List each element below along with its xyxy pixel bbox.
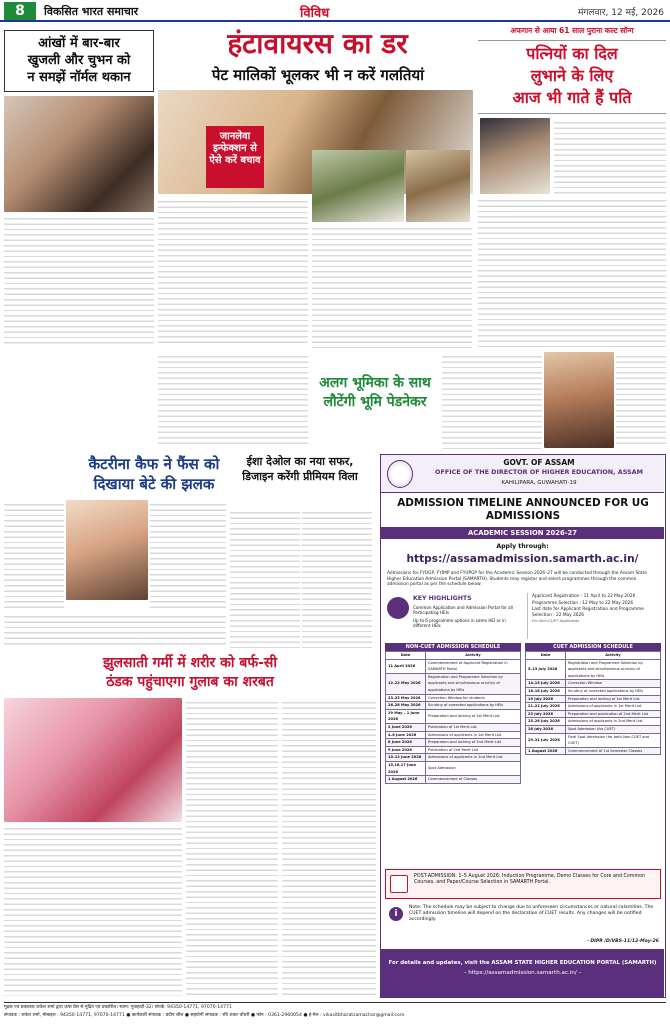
eyes-body: [4, 214, 154, 344]
cuet-activity-cell: Preparation and publication of 2nd Merit List: [566, 710, 661, 718]
noncuet-row: [386, 746, 521, 754]
cuet-row: [526, 718, 661, 726]
noncuet-row: [386, 723, 521, 731]
noncuet-date-cell: 23–25 May 2026: [386, 694, 426, 702]
noncuet-date-cell: 26–28 May 2026: [386, 702, 426, 710]
cuet-row: [526, 659, 661, 680]
ad-footer-line2[interactable]: – https://assamadmission.samarth.ac.in/ –: [463, 970, 582, 976]
bhumi-body-2: [616, 352, 666, 448]
noncuet-date-cell: 1 August 2026: [386, 776, 426, 784]
page-number: 8: [4, 2, 36, 20]
calendar-icon: [390, 875, 408, 893]
date-last: Last date for Applicant Registration and Programme Selection : 22 May 2026: [532, 607, 644, 618]
esha-body-1: [230, 508, 300, 648]
noncuet-row: [386, 776, 521, 784]
cuet-activity-cell: Spot Admission (for CUET): [566, 725, 661, 733]
cuet-activity-cell: Correction Window: [566, 680, 661, 688]
noncuet-col-date: Date: [386, 652, 426, 660]
afghan-title-1: पत्नियों का दिल: [526, 44, 618, 63]
gulab-title-1: झुलसाती गर्मी में शरीर को बर्फ-सी: [102, 655, 278, 671]
issue-date: मंगलवार, 12 मई, 2026: [577, 8, 664, 18]
noncuet-activity-cell: Admissions of applicants in 1st Merit List: [426, 731, 521, 739]
cuet-schedule: [525, 643, 661, 755]
cuet-activity-cell: Admissions of applicants in 1st Merit List: [566, 703, 661, 711]
date-programme: Programme Selection : 12 May to 22 May 2026: [532, 601, 634, 606]
noncuet-row: [386, 694, 521, 702]
eyes-headline-box: [4, 30, 154, 92]
esha-headline: [230, 454, 370, 484]
noncuet-row: [386, 702, 521, 710]
cuet-title: CUET ADMISSION SCHEDULE: [525, 643, 661, 651]
highlight-2: Up to 6 programme options in same HEI or in different HEIs: [413, 618, 506, 629]
ad-address: KAHILIPARA, GUWAHATI-19: [501, 480, 577, 486]
noncuet-activity-cell: Registration and Programme Selection by applicants and simultaneous scrutiny of applications by HEIs: [426, 673, 521, 694]
noncuet-date-cell: 15,16,17 June 2026: [386, 761, 426, 775]
hanta-title: हंटावायरस का डर: [227, 27, 408, 60]
paper-name: विकसित भारत समाचार: [44, 5, 139, 18]
section-title: विविध: [300, 6, 330, 21]
cuet-activity-cell: Final Spot Admission (for both Non-CUET and CUET): [566, 733, 661, 747]
noncuet-activity-cell: Commencement of Applicant Registration in SAMARTH Portal: [426, 659, 521, 673]
ad-intro: Admissions for FYUGP, FYIMP and FYUPGP for the Academic Session 2026–27 will be conducted through the Assam State Higher Education Admission Portal (SAMARTH). Students may register and select programmes through the common admission portal as per the schedule below.: [387, 571, 647, 588]
info-icon: i: [389, 907, 403, 921]
imprint: [4, 1002, 666, 1022]
cuet-activity-cell: Registration and Programme Selection by applicants and simultaneous scrutiny of applications by HEIs: [566, 659, 661, 680]
esha-title: ईशा देओल का नया सफर, डिजाइन करेंगी प्रीमियम विला: [242, 455, 358, 483]
cuet-date-cell: 21–22 July 2026: [526, 703, 566, 711]
dates-note: For Non-CUET Applicants: [532, 618, 580, 624]
noncuet-activity-cell: Correction Window for students: [426, 694, 521, 702]
cuet-activity-cell: Scrutiny of corrected applications by HEIs: [566, 687, 661, 695]
cuet-date-cell: 23 July 2026: [526, 710, 566, 718]
cuet-row: [526, 695, 661, 703]
noncuet-date-cell: 11 April 2026: [386, 659, 426, 673]
noncuet-activity-cell: Commencement of Classes: [426, 776, 521, 784]
afghan-body: [478, 196, 666, 348]
hanta-body-col3: [158, 352, 308, 448]
katrina-body-3: [4, 612, 226, 648]
gulab-body-3: [282, 698, 376, 996]
afghan-title-3: आज भी गाते हैं पति: [512, 88, 632, 107]
post-admission-text: POST-ADMISSION: 1–5 August 2026: Induction Programme, Demo Classes for Core and Common Courses, and Paper/Course Selection in SAMARTH Portal.: [414, 874, 646, 886]
noncuet-activity-cell: Publication of 2nd Merit List: [426, 746, 521, 754]
noncuet-activity-cell: Preparation and locking of 1st Merit List: [426, 709, 521, 723]
cuet-row: [526, 680, 661, 688]
cuet-row: [526, 687, 661, 695]
bhumi-title: अलग भूमिका के साथ लौटेंगी भूमि पेडनेकर: [319, 375, 431, 410]
ad-govt: GOVT. OF ASSAM: [503, 458, 575, 467]
noncuet-activity-cell: Preparation and locking of 2nd Merit List: [426, 739, 521, 747]
cuet-row: [526, 703, 661, 711]
esha-body-2: [302, 508, 372, 648]
noncuet-activity-cell: Publication of 1st Merit List: [426, 723, 521, 731]
noncuet-row: [386, 754, 521, 762]
ad-note: [385, 903, 661, 937]
note-text: Note: The schedule may be subject to change due to unforeseen circumstances or natural calamities. The CUET admission timeline will depend on the declaration of CUET results. Any changes will be notified accordingly.: [409, 905, 654, 922]
bhumi-body: [442, 352, 542, 452]
cuet-row: [526, 747, 661, 755]
katrina-body-2: [150, 500, 226, 610]
ad-footer-line1: For details and updates, visit the ASSAM STATE HIGHER EDUCATION PORTAL (SAMARTH): [388, 960, 657, 966]
hanta-callout-text: जानलेवा इन्फेक्शन से ऐसे करें बचाव: [209, 131, 261, 166]
cuet-date-cell: 14–15 July 2026: [526, 680, 566, 688]
katrina-body-1: [4, 500, 64, 610]
cuet-col-date: Date: [526, 652, 566, 660]
gulab-body-1: [4, 824, 182, 996]
ad-office: OFFICE OF THE DIRECTOR OF HIGHER EDUCATION, ASSAM: [435, 468, 643, 476]
katrina-title-1: कैटरीना कैफ ने फैंस को: [88, 455, 220, 473]
noncuet-date-cell: 10–12 June 2026: [386, 754, 426, 762]
ad-session: ACADEMIC SESSION 2026-27: [381, 527, 664, 539]
highlights-title: KEY HIGHLIGHTS: [413, 595, 472, 602]
cuet-row: [526, 725, 661, 733]
hanta-body-col2: [312, 224, 472, 348]
cuet-date-cell: 1 August 2026: [526, 747, 566, 755]
cuet-col-activity: Activity: [566, 652, 661, 660]
noncuet-row: [386, 709, 521, 723]
cuet-date-cell: 16–18 July 2026: [526, 687, 566, 695]
eyes-photo: [4, 96, 154, 212]
hanta-photo-3: [406, 150, 470, 222]
eyes-title-3: न समझें नॉर्मल थकान: [27, 70, 131, 85]
ad-apply-label: Apply through:: [496, 543, 549, 550]
cuet-table: [525, 651, 661, 755]
cuet-row: [526, 733, 661, 747]
afghan-body-top: [554, 118, 666, 194]
katrina-title-2: दिखाया बेटे की झलक: [93, 475, 215, 493]
afghan-kicker: अफगान से आया 61 साल पुराना कल्ट सॉन्ग: [510, 26, 634, 35]
afghan-headline-box: [478, 40, 666, 114]
ad-headline: ADMISSION TIMELINE ANNOUNCED FOR UG ADMISSIONS: [397, 497, 649, 522]
noncuet-date-cell: 29 May – 1 June 2026: [386, 709, 426, 723]
ad-dipr: - DIPR /D/VBS-11/12-May-26: [586, 939, 659, 944]
noncuet-date-cell: 8 June 2026: [386, 739, 426, 747]
eyes-title-1: आंखों में बार-बार: [38, 36, 120, 51]
cuet-date-cell: 28 July 2026: [526, 725, 566, 733]
ad-footer: [381, 949, 664, 997]
noncuet-table: [385, 651, 521, 784]
assam-admission-ad: [380, 454, 666, 998]
gulab-title-2: ठंडक पहुंचाएगा गुलाब का शरबत: [106, 674, 274, 690]
noncuet-date-cell: 2 June 2026: [386, 723, 426, 731]
noncuet-schedule: [385, 643, 521, 784]
noncuet-col-activity: Activity: [426, 652, 521, 660]
noncuet-date-cell: 4–6 June 2026: [386, 731, 426, 739]
cuet-date-cell: 19 July 2026: [526, 695, 566, 703]
cuet-row: [526, 710, 661, 718]
cuet-date-cell: 25–26 July 2026: [526, 718, 566, 726]
hanta-body-col1: [158, 197, 308, 347]
noncuet-activity-cell: Spot Admission: [426, 761, 521, 775]
bhumi-headline-box: [312, 352, 438, 448]
noncuet-row: [386, 659, 521, 673]
cuet-date-cell: 5–13 July 2026: [526, 659, 566, 680]
afghan-title-2: लुभाने के लिए: [530, 66, 614, 85]
ad-portal-url[interactable]: https://assamadmission.samarth.ac.in/: [406, 553, 639, 565]
cuet-activity-cell: Preparation and locking of 1st Merit List: [566, 695, 661, 703]
noncuet-activity-cell: Admissions of applicants in 2nd Merit List: [426, 754, 521, 762]
imprint-line2: संपादक : राकेश शर्मा, मोबाइल : 94350-14771, 97070-14771 ● कार्यकारी संपादक : प्रदीप शील ● सहयोगी संपादक : रवि शंकर चौधरी ● फोन : 0361-2960054 ● ई-मेल : vikasitbharatsamachar@gmail.com: [4, 1013, 405, 1018]
bhumi-photo: [544, 352, 614, 448]
katrina-photo: [66, 500, 148, 600]
highlights-icon: [387, 597, 409, 619]
noncuet-date-cell: 12–22 May 2026: [386, 673, 426, 694]
noncuet-row: [386, 673, 521, 694]
gulab-photo: [4, 698, 182, 822]
noncuet-date-cell: 9 June 2026: [386, 746, 426, 754]
gulab-headline: [4, 654, 376, 692]
cuet-activity-cell: Commencement of 1st Semester Classes: [566, 747, 661, 755]
noncuet-row: [386, 739, 521, 747]
eyes-title-2: खुजली और चुभन को: [27, 53, 131, 68]
imprint-line1: मुद्रक एवं प्रकाशक राकेश शर्मा द्वारा ऊषा प्रेस से मुद्रित एवं प्रकाशित। स्थान: गुवाहाटी-32। संपर्क: 94350-14771, 97070-14771: [4, 1005, 232, 1010]
ad-header: [381, 455, 664, 493]
gulab-body-2: [186, 698, 278, 996]
hanta-photo-2: [312, 150, 404, 222]
noncuet-title: NON-CUET ADMISSION SCHEDULE: [385, 643, 521, 651]
assam-emblem-icon: [387, 460, 413, 488]
hanta-subtitle: पेट मालिकों भूलकर भी न करें गलतियां: [211, 66, 425, 84]
date-registration: Applicant Registration : 11 April to 22 May 2026: [532, 594, 636, 599]
ad-key-dates: [527, 593, 661, 639]
singer-photo: [480, 118, 550, 194]
ad-highlights: [387, 593, 523, 639]
noncuet-activity-cell: Scrutiny of corrected applications by HEIs: [426, 702, 521, 710]
noncuet-row: [386, 731, 521, 739]
cuet-date-cell: 29–31 July 2026: [526, 733, 566, 747]
cuet-activity-cell: Admissions of applicants in 2nd Merit List: [566, 718, 661, 726]
noncuet-row: [386, 761, 521, 775]
ad-post-admission: [385, 869, 661, 899]
masthead: [0, 0, 670, 22]
highlight-1: Common Application and Admission Portal for all Participating HEIs: [413, 605, 513, 616]
hanta-callout: [206, 126, 264, 188]
